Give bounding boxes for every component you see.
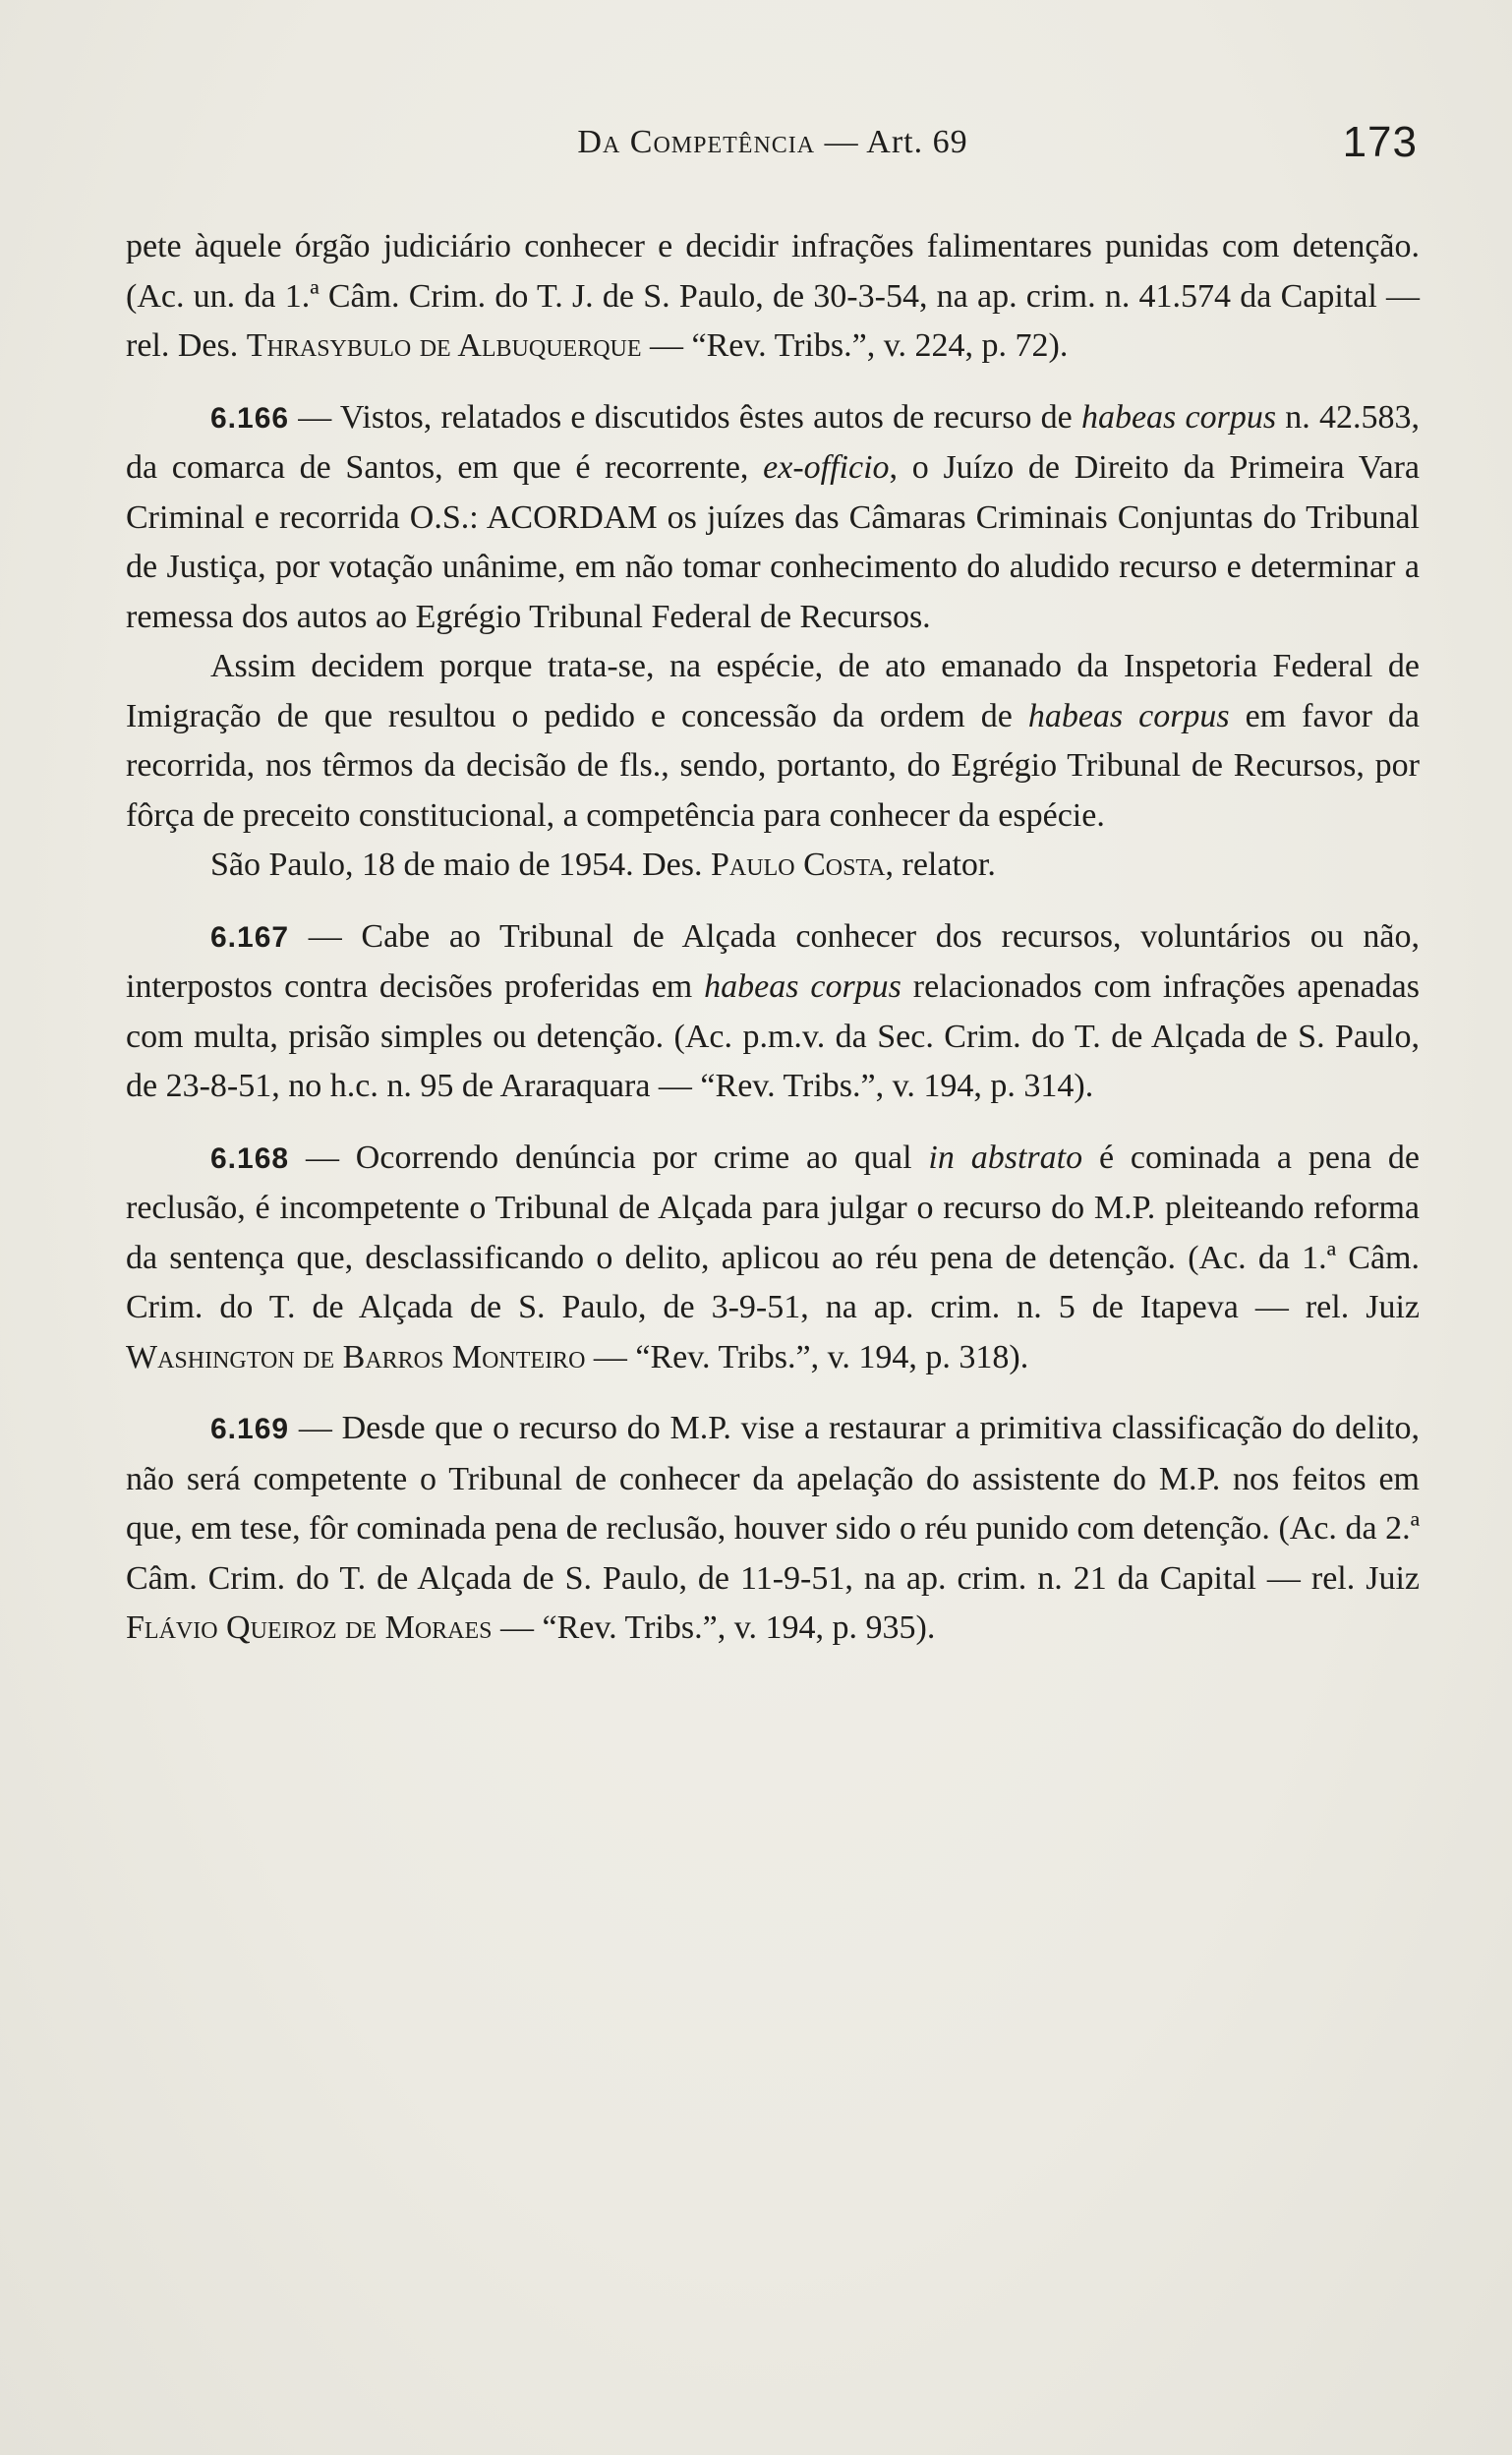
italic-term: habeas corpus (1080, 398, 1277, 436)
judge-name: Thrasybulo de Albuquerque (246, 327, 642, 364)
paragraph-6167 (126, 912, 1420, 1112)
italic-term: habeas corpus (704, 968, 901, 1005)
italic-term: habeas corpus (1027, 697, 1230, 734)
paragraph-6166-signature (126, 841, 1420, 891)
italic-term: ex-officio (763, 449, 890, 486)
page-body (126, 222, 1420, 1654)
text-run: São Paulo, 18 de maio de 1954. Des. (210, 847, 711, 883)
judge-name: Washington de Barros Monteiro (126, 1338, 586, 1375)
text-run: — Desde que o recurso do M.P. vise a restaurar a primitiva classificação do delito, não será competente o Tribunal de conhecer da apelação do assistente do M.P. nos feitos em que, em tese, fôr cominada pena de reclusão, houver sido o réu punido com detenção. (Ac. da 2.ª Câm. Crim. do T. de Alçada de S. Paulo, de 11-9-51, na ap. crim. n. 21 da Capital — rel. Juiz (126, 1410, 1420, 1597)
text-run: — “Rev. Tribs.”, v. 194, p. 935). (492, 1609, 936, 1646)
text-run: é cominada a pena de reclusão, é incompetente o Tribunal de Alçada para julgar o recurso do M.P. pleiteando reforma da sentença que, desclassificando o delito, aplicou ao réu pena de detenção. (Ac. da 1.ª Câm. Crim. do T. de Alçada de S. Paulo, de 3-9-51, na ap. crim. n. 5 de Itapeva — rel. Juiz (126, 1139, 1420, 1325)
text-run: Assim decidem porque trata-se, na espécie, de ato emanado da Inspetoria Federal de Imigração de que resultou o pedido e concessão da ordem de (126, 648, 1420, 734)
text-run: pete àquele órgão judiciário conhecer e decidir infrações falimentares punidas com detenção. (Ac. un. da 1.ª Câm. Crim. do T. J. de S. Paulo, de 30-3-54, na ap. crim. n. 41.574 da Capital — rel. Des. (126, 228, 1420, 364)
entry-number: 6.167 (210, 920, 290, 954)
paragraph-6169 (126, 1404, 1420, 1654)
text-run: — Cabe ao Tribunal de Alçada conhecer dos recursos, voluntários ou não, interpostos contra decisões proferidas em (126, 917, 1420, 1005)
paragraph-6166 (126, 393, 1420, 643)
text-run: — Ocorrendo denúncia por crime ao qual (289, 1139, 929, 1176)
running-title (128, 124, 1418, 161)
text-run: relacionados com infrações apenadas com multa, prisão simples ou detenção. (Ac. p.m.v. da Sec. Crim. do T. de Alçada de S. Paulo, de 23-8-51, no h.c. n. 95 de Araraquara — “Rev. Tribs.”, v. 194, p. 314). (126, 968, 1420, 1104)
text-run: — Vistos, relatados e discutidos êstes autos de recurso de (289, 398, 1081, 436)
text-run: em favor da recorrida, nos têrmos da decisão de fls., sendo, portanto, do Egrégio Tribunal de Recursos, por fôrça de preceito constitucional, a competência para conhecer da espécie. (126, 697, 1420, 834)
italic-term: in abstrato (928, 1139, 1083, 1176)
judge-name: Paulo Costa (711, 847, 886, 883)
running-title-section: Da Competência (577, 124, 816, 160)
text-run: — “Rev. Tribs.”, v. 224, p. 72). (641, 327, 1069, 364)
paragraph-continuation (126, 222, 1420, 372)
text-run: n. 42.583, da comarca de Santos, em que é recorrente, (126, 398, 1420, 486)
entry-number: 6.168 (210, 1141, 290, 1175)
paragraph-6166-reasons (126, 642, 1420, 841)
text-run: , relator. (885, 847, 996, 883)
running-title-article: — Art. 69 (815, 124, 968, 160)
text-run: — “Rev. Tribs.”, v. 194, p. 318). (585, 1338, 1029, 1375)
page-number: 173 (1342, 118, 1418, 166)
paragraph-6168 (126, 1134, 1420, 1383)
judge-name: Flávio Queiroz de Moraes (126, 1609, 493, 1646)
entry-number: 6.166 (210, 401, 290, 435)
running-header (128, 116, 1418, 175)
entry-number: 6.169 (210, 1413, 290, 1445)
text-run: , o Juízo de Direito da Primeira Vara Criminal e recorrida O.S.: ACORDAM os juízes das Câmaras Criminais Conjuntas do Tribunal de Justiça, por votação unânime, em não tomar conhecimento do aludido recurso e determinar a remessa dos autos ao Egrégio Tribunal Federal de Recursos. (126, 449, 1420, 635)
